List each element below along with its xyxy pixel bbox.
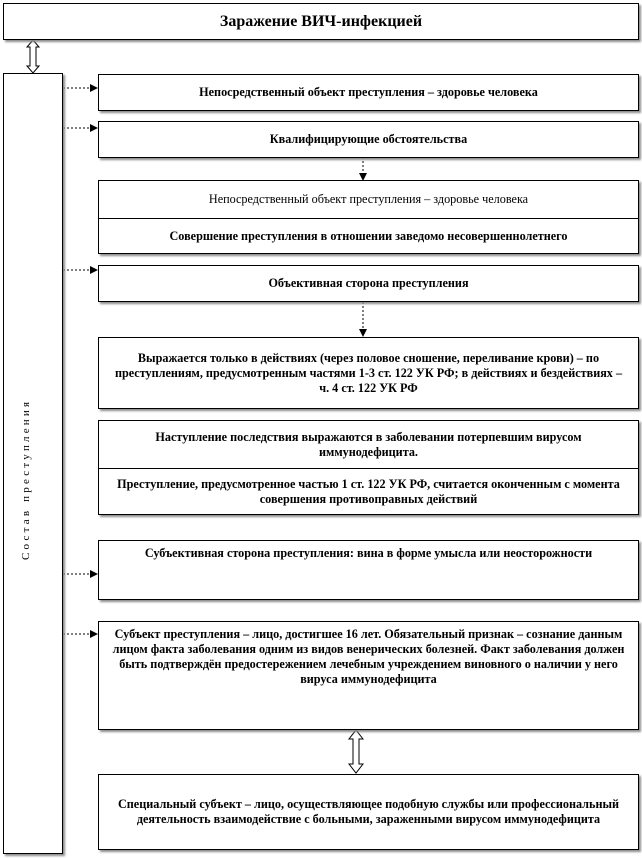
block-actions bbox=[98, 337, 639, 409]
block-qualifying-details-row2: Совершение преступления в отношении заведомо несовершеннолетнего bbox=[99, 218, 638, 254]
diagram-title: Заражение ВИЧ-инфекцией bbox=[219, 13, 423, 30]
block-subject-text: Субъект преступления – лицо, достигшее 16 лет. Обязательный признак – сознание данным лицом факта заболевания одним из видов венерических болезней. Факт заболевания должен быть подтверждён предостережением лечебным учреждением виновного о наличии у него вируса иммунодефицита bbox=[112, 627, 625, 686]
block-qualifying-circumstances-text: Квалифицирующие обстоятельства bbox=[269, 132, 468, 146]
block-objective-side-text: Объективная сторона преступления bbox=[268, 276, 469, 290]
double-arrow-top bbox=[27, 40, 39, 73]
block-consequences bbox=[98, 420, 639, 515]
block-actions-text: Выражается только в действиях (через половое сношение, переливание крови) – по преступлениям, предусмотренным частями 1-3 ст. 122 УК РФ; в действиях и бездействиях – ч. 4 ст. 122 УК РФ bbox=[114, 350, 623, 395]
block-subjective-side-text: Субъективная сторона преступления: вина в форме умысла или неосторожности bbox=[144, 546, 593, 560]
block-consequences-row2: Преступление, предусмотренное частью 1 ст. 122 УК РФ, считается оконченным с момента совершения противоправных действий bbox=[99, 468, 638, 514]
block-subject bbox=[98, 621, 639, 730]
block-direct-object bbox=[98, 74, 639, 111]
block-qualifying-circumstances bbox=[98, 121, 639, 158]
block-special-subject-text: Специальный субъект – лицо, осуществляющее подобную службы или профессиональный деятельность взаимодействие с больными, зараженными вирусом иммунодефицита bbox=[117, 797, 620, 826]
block-qualifying-details-row1: Непосредственный объект преступления – здоровье человека bbox=[208, 192, 529, 206]
title-box bbox=[3, 3, 639, 40]
double-arrow-bottom bbox=[349, 730, 363, 773]
side-column bbox=[3, 73, 63, 854]
block-qualifying-details bbox=[98, 180, 639, 254]
block-special-subject bbox=[98, 774, 639, 850]
block-objective-side bbox=[98, 265, 639, 302]
block-subjective-side bbox=[98, 540, 639, 600]
side-label: Состав преступления bbox=[20, 398, 32, 560]
block-consequences-row1: Наступление последствия выражаются в заболевании потерпевшим вирусом иммунодефицита. bbox=[155, 429, 582, 459]
block-direct-object-text: Непосредственный объект преступления – здоровье человека bbox=[199, 85, 538, 99]
